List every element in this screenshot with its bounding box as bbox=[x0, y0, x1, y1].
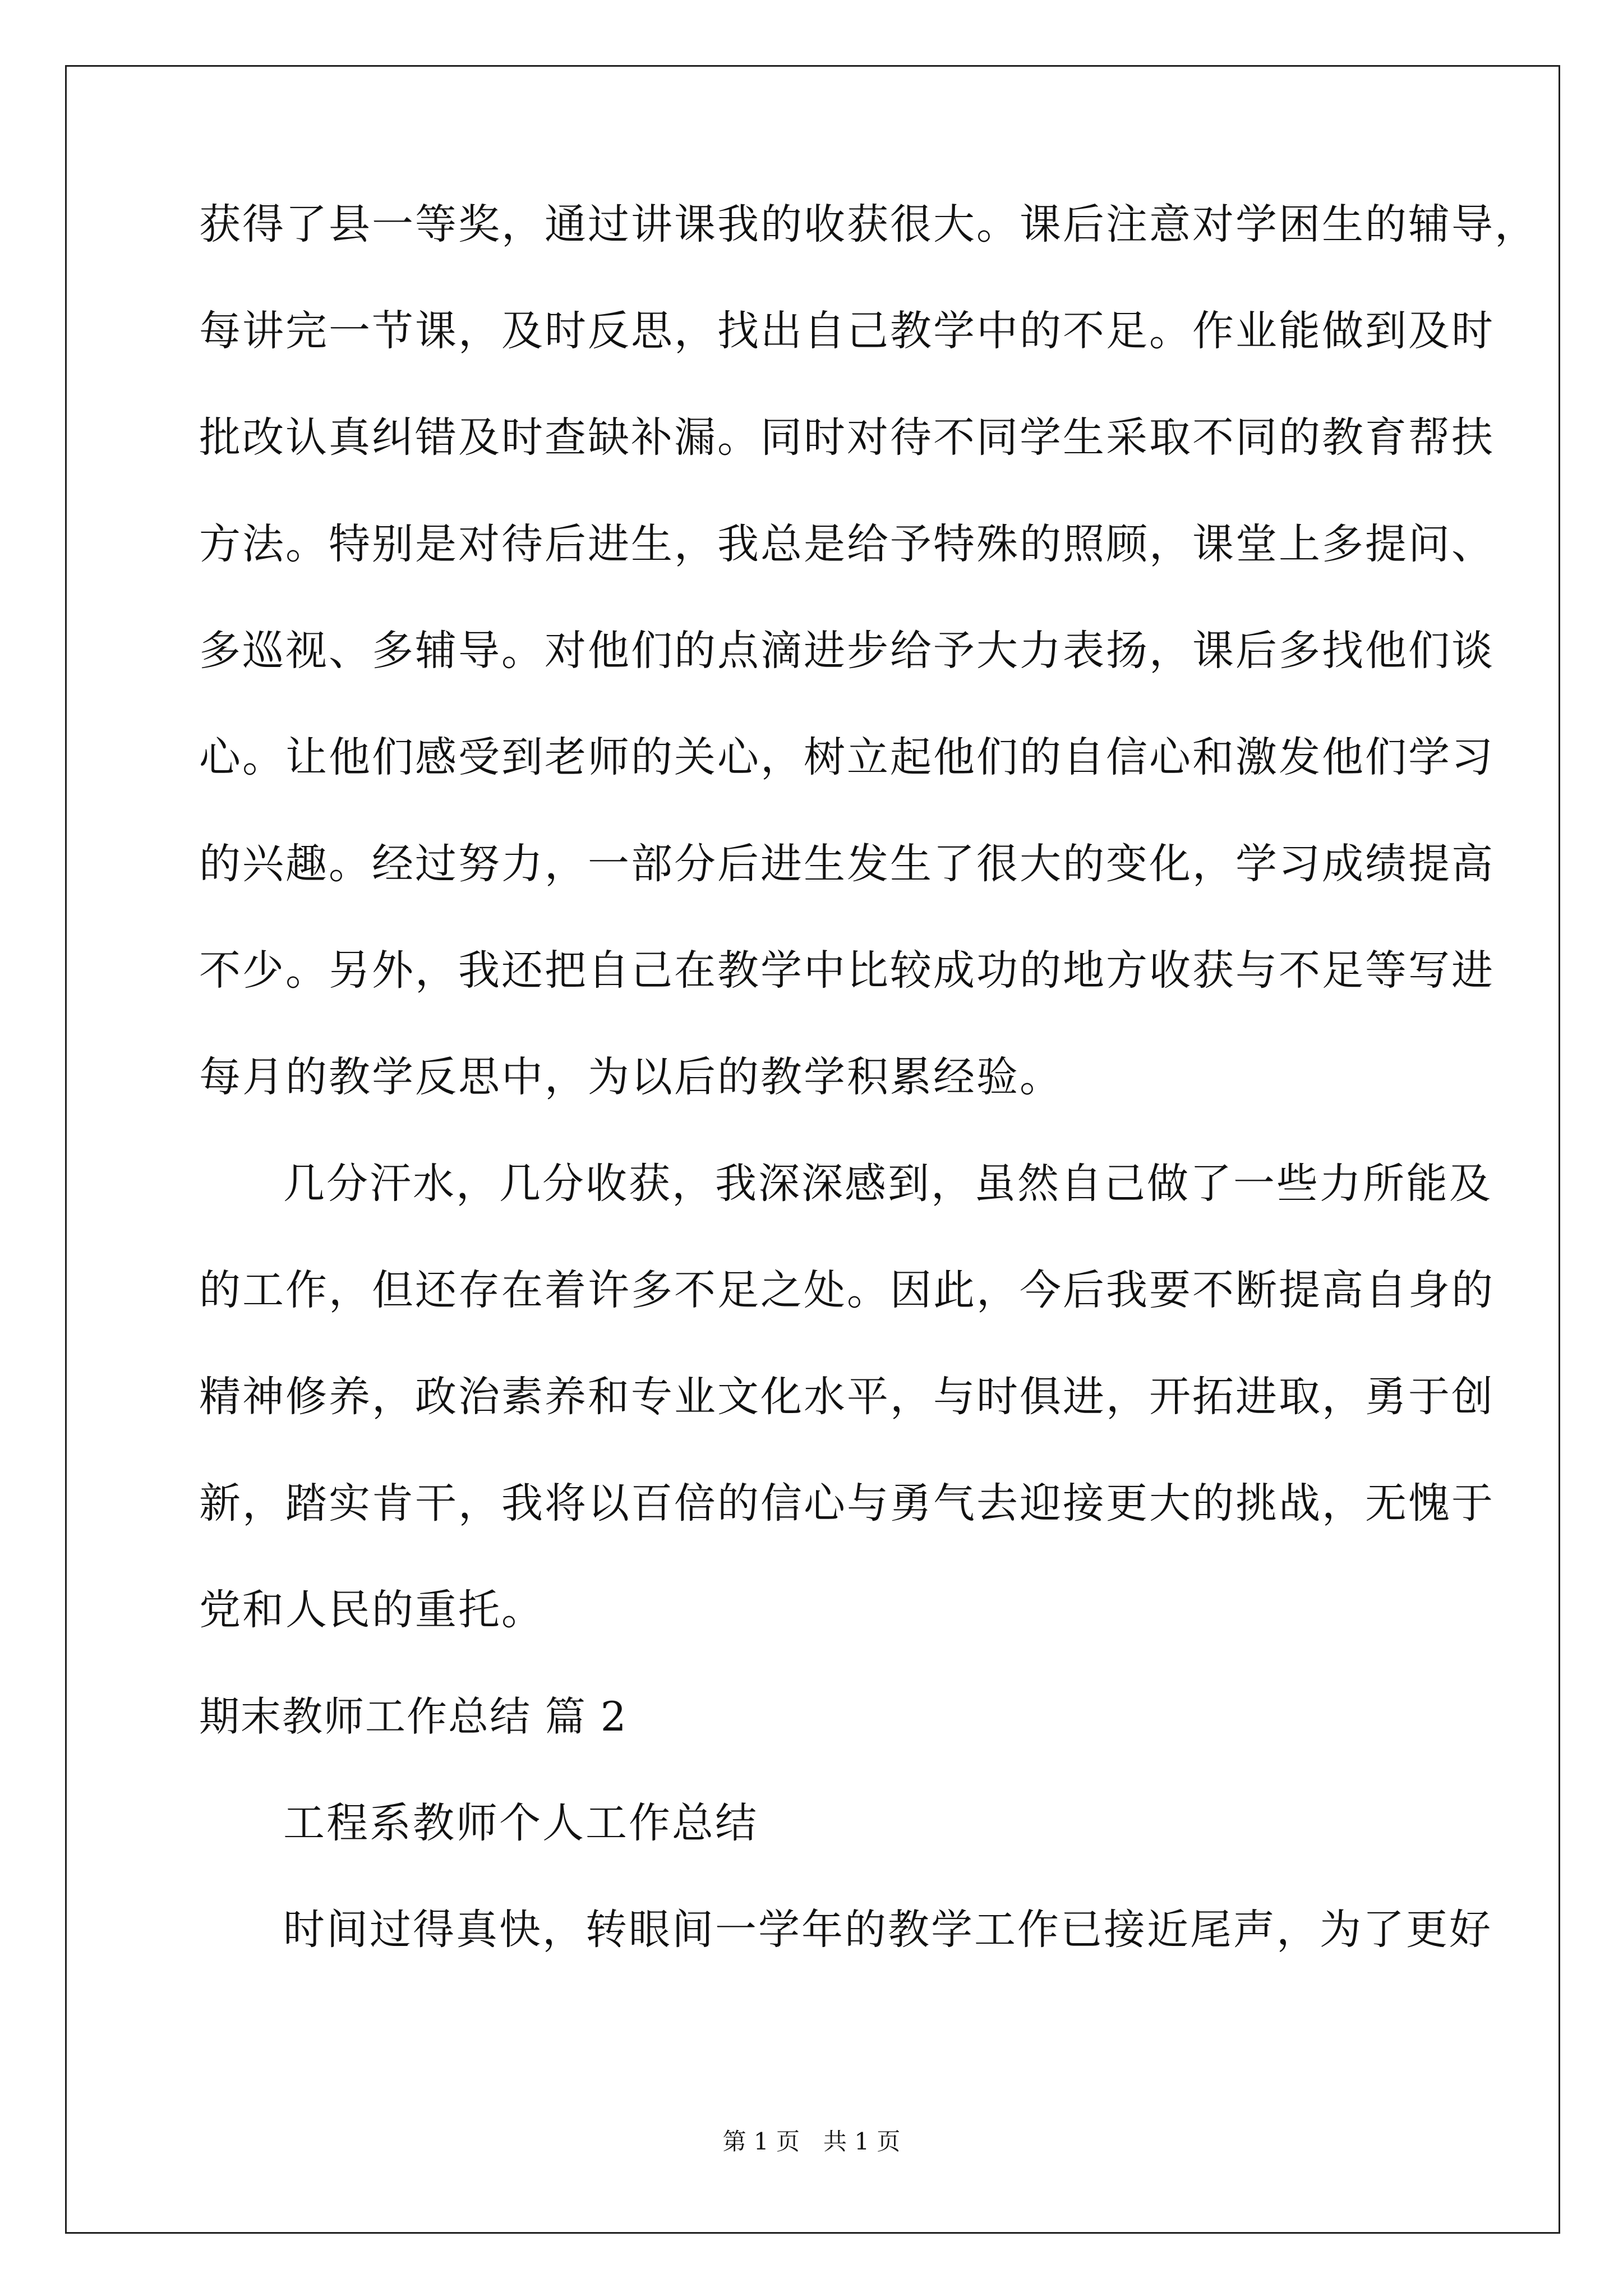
body-line-15: 时间过得真快，转眼间一学年的教学工作已接近尾声，为了更好 bbox=[283, 1906, 1492, 1954]
body-line-2: 每讲完一节课，及时反思，找出自己教学中的不足。作业能做到及时 bbox=[199, 307, 1495, 355]
subtitle-line: 工程系教师个人工作总结 bbox=[283, 1799, 758, 1847]
body-line-11: 的工作，但还存在着许多不足之处。因此，今后我要不断提高自身的 bbox=[199, 1266, 1495, 1314]
body-line-5: 多巡视、多辅导。对他们的点滴进步给予大力表扬，课后多找他们谈 bbox=[199, 627, 1495, 675]
body-line-10: 几分汗水，几分收获，我深深感到，虽然自己做了一些力所能及 bbox=[283, 1159, 1492, 1208]
body-line-6: 心。让他们感受到老师的关心，树立起他们的自信心和激发他们学习 bbox=[199, 733, 1495, 781]
body-line-1: 获得了县一等奖，通过讲课我的收获很大。课后注意对学困生的辅导， bbox=[199, 200, 1538, 249]
page-footer: 第 1 页 共 1 页 bbox=[722, 2128, 901, 2155]
body-line-14: 党和人民的重托。 bbox=[199, 1586, 545, 1634]
body-line-3: 批改认真纠错及时查缺补漏。同时对待不同学生采取不同的教育帮扶 bbox=[199, 413, 1495, 462]
body-line-9: 每月的教学反思中，为以后的教学积累经验。 bbox=[199, 1053, 1063, 1101]
body-line-4: 方法。特别是对待后进生，我总是给予特殊的照顾，课堂上多提问、 bbox=[199, 520, 1495, 568]
body-line-12: 精神修养，政治素养和专业文化水平，与时俱进，开拓进取，勇于创 bbox=[199, 1373, 1495, 1421]
body-line-7: 的兴趣。经过努力，一部分后进生发生了很大的变化，学习成绩提高 bbox=[199, 840, 1495, 888]
body-line-8: 不少。另外，我还把自己在教学中比较成功的地方收获与不足等写进 bbox=[199, 946, 1495, 995]
body-line-13: 新，踏实肯干，我将以百倍的信心与勇气去迎接更大的挑战，无愧于 bbox=[199, 1479, 1495, 1527]
section-heading: 期末教师工作总结 篇 2 bbox=[199, 1693, 628, 1740]
